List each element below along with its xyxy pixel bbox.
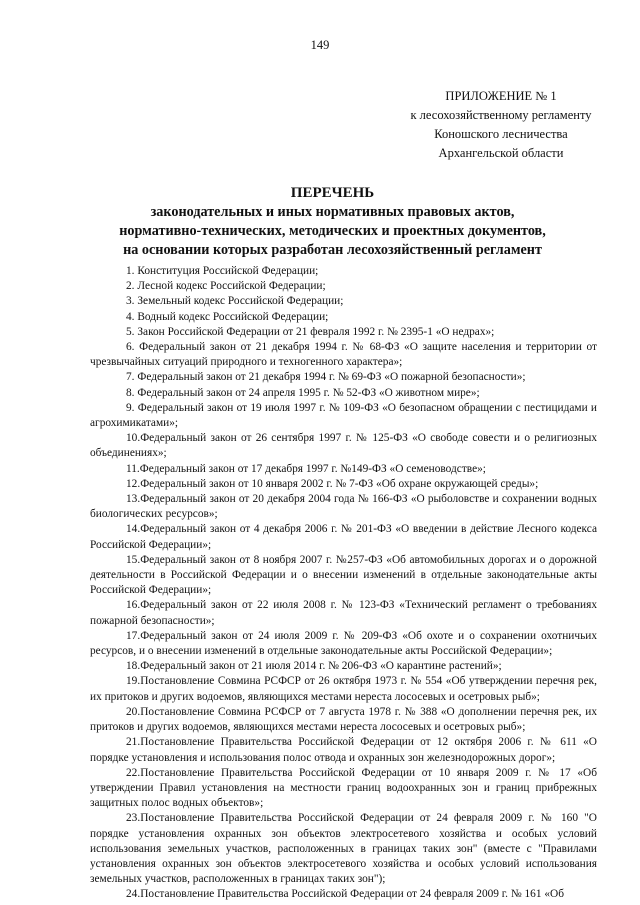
appendix-line-2: к лесохозяйственному регламенту bbox=[410, 108, 592, 122]
list-item bbox=[90, 294, 597, 309]
list-item-text: Федеральный закон от 10 января 2002 г. № 7-ФЗ «Об охране окружающей среды»; bbox=[140, 477, 539, 490]
list-item-number: 21. bbox=[126, 736, 141, 749]
list-item-text: Федеральный закон от 26 сентября 1997 г. № 125-ФЗ «О свободе совести и о религиозных объединениях»; bbox=[90, 432, 597, 460]
list-item bbox=[90, 477, 597, 492]
list-item-number: 17. bbox=[126, 629, 141, 642]
list-item-number: 10. bbox=[126, 432, 141, 445]
list-item-text: Федеральный закон от 4 декабря 2006 г. № 201-ФЗ «О введении в действие Лесного кодекса Российской Федерации»; bbox=[90, 523, 597, 551]
list-item-number: 2. bbox=[126, 280, 135, 293]
list-item bbox=[90, 386, 597, 401]
appendix-line-4: Архангельской области bbox=[438, 146, 564, 160]
list-item-number: 1. bbox=[126, 265, 135, 277]
list-item-text: Земельный кодекс Российской Федерации; bbox=[137, 295, 344, 308]
list-item-text: Федеральный закон от 19 июля 1997 г. № 109-ФЗ «О безопасном обращении с пестицидами и агрохимикатами»; bbox=[90, 401, 597, 430]
list-item-text: Лесной кодекс Российской Федерации; bbox=[137, 280, 326, 293]
list-item-text: Федеральный закон от 21 июля 2014 г. № 206-ФЗ «О карантине растений»; bbox=[140, 660, 502, 673]
list-item-number: 19. bbox=[126, 675, 141, 688]
page-number: 149 bbox=[310, 38, 330, 52]
list-item bbox=[90, 735, 597, 765]
appendix-line-3: Коношского лесничества bbox=[434, 127, 568, 141]
title-line-2: нормативно-технических, методических и проектных документов, bbox=[119, 223, 546, 239]
list-item-number: 11. bbox=[126, 462, 140, 475]
list-item-number: 23. bbox=[126, 812, 141, 825]
list-item-text: Федеральный закон от 22 июля 2008 г. № 123-ФЗ «Технический регламент о требованиях пожарной безопасности»; bbox=[90, 599, 597, 627]
list-item bbox=[90, 462, 597, 477]
list-item-text: Федеральный закон от 24 июля 2009 г. № 209-ФЗ «Об охоте и о сохранении охотничьих ресурсов, и о внесении изменений в отдельные законодательные акты Российской Федерации»; bbox=[90, 629, 597, 658]
list-item-text: Постановление Совмина РСФСР от 7 августа 1978 г. № 388 «О дополнении перечня рек, их притоков и других водоемов, являющихся местами нереста лососевых и осетровых рыб»; bbox=[90, 705, 597, 734]
list-item-text: Постановление Правительства Российской Федерации от 12 октября 2006 г. № 611 «О порядке установления и использования полос отвода и охранных зон железнодорожных дорог»; bbox=[90, 736, 597, 764]
list-item-text: Конституция Российской Федерации; bbox=[137, 265, 319, 277]
list-item-number: 7. bbox=[126, 371, 135, 384]
list-item-number: 9. bbox=[126, 401, 135, 414]
list-item bbox=[90, 310, 597, 325]
list-item bbox=[90, 553, 597, 599]
list-item bbox=[90, 887, 597, 902]
list-item bbox=[90, 811, 597, 887]
appendix-line-1: ПРИЛОЖЕНИЕ № 1 bbox=[445, 89, 557, 103]
list-item-number: 8. bbox=[126, 386, 135, 399]
list-item-text: Закон Российской Федерации от 21 февраля 1992 г. № 2395-1 «О недрах»; bbox=[137, 325, 495, 338]
title-line-3: на основании которых разработан лесохозяйственный регламент bbox=[123, 242, 542, 258]
list-item-number: 12. bbox=[126, 477, 141, 490]
list-item bbox=[90, 370, 597, 385]
list-item bbox=[90, 264, 597, 279]
document-list bbox=[90, 264, 597, 903]
list-item bbox=[90, 325, 597, 340]
list-item bbox=[90, 431, 597, 461]
list-item-number: 14. bbox=[126, 523, 141, 536]
list-item-text: Федеральный закон от 21 декабря 1994 г. № 69-ФЗ «О пожарной безопасности»; bbox=[137, 371, 526, 384]
list-item-text: Федеральный закон от 21 декабря 1994 г. № 68-ФЗ «О защите населения и территории от чрезвычайных ситуаций природного и техногенного характера»; bbox=[90, 341, 597, 369]
list-item-text: Федеральный закон от 17 декабря 1997 г. №149-ФЗ «О семеноводстве»; bbox=[139, 462, 486, 475]
list-item bbox=[90, 598, 597, 628]
list-item-number: 5. bbox=[126, 325, 135, 338]
list-item-text: Федеральный закон от 20 декабря 2004 года № 166-ФЗ «О рыболовстве и сохранении водных биологических ресурсов»; bbox=[90, 493, 597, 521]
list-item bbox=[90, 401, 597, 431]
list-item-number: 6. bbox=[126, 341, 135, 354]
list-item bbox=[90, 340, 597, 370]
list-item-number: 20. bbox=[126, 705, 141, 718]
list-item bbox=[90, 279, 597, 294]
list-item-number: 22. bbox=[126, 766, 141, 779]
list-item-text: Постановление Правительства Российской Федерации от 24 февраля 2009 г. № 161 «Об bbox=[140, 888, 564, 901]
list-item-number: 15. bbox=[126, 553, 141, 566]
list-item bbox=[90, 522, 597, 552]
title-main: ПЕРЕЧЕНЬ bbox=[290, 185, 375, 201]
list-item bbox=[90, 705, 597, 735]
document-title bbox=[60, 184, 605, 260]
list-item-text: Федеральный закон от 24 апреля 1995 г. № 52-ФЗ «О животном мире»; bbox=[137, 386, 480, 399]
list-item-text: Водный кодекс Российской Федерации; bbox=[137, 310, 329, 323]
list-item-number: 18. bbox=[126, 660, 141, 673]
list-item-text: Постановление Совмина РСФСР от 26 октября 1973 г. № 554 «Об утверждении перечня рек, их притоков и других водоемов, являющихся местами нереста лососевых и осетровых рыб»; bbox=[90, 675, 597, 703]
title-line-1: законодательных и иных нормативных правовых актов, bbox=[150, 204, 515, 220]
list-item-text: Постановление Правительства Российской Федерации от 24 февраля 2009 г. № 160 "О порядке установления охранных зон объектов электросетевого хозяйства и особых условий использования земельных участков, расположенных в границах таких зон" (вместе с "Правилами установления охранных зон объектов электросетевого хозяйства и особых условий использования земельных участков, расположенных в границах таких зон"); bbox=[90, 812, 597, 886]
list-item bbox=[90, 659, 597, 674]
list-item-number: 4. bbox=[126, 310, 135, 323]
list-item bbox=[90, 629, 597, 659]
appendix-header bbox=[396, 87, 606, 163]
list-item-number: 13. bbox=[126, 493, 141, 506]
list-item-number: 3. bbox=[126, 295, 135, 308]
list-item-number: 24. bbox=[126, 888, 141, 901]
list-item-text: Федеральный закон от 8 ноября 2007 г. №257-ФЗ «Об автомобильных дорогах и о дорожной деятельности в Российской Федерации и о внесении изменений в отдельные законодательные акты Российской Федерации»; bbox=[90, 553, 597, 597]
list-item bbox=[90, 492, 597, 522]
list-item bbox=[90, 766, 597, 812]
list-item bbox=[90, 674, 597, 704]
list-item-text: Постановление Правительства Российской Федерации от 10 января 2009 г. № 17 «Об утверждении Правил установления на местности границ водоохранных зон и границ прибрежных защитных полос водных объектов»; bbox=[90, 766, 597, 810]
list-item-number: 16. bbox=[126, 599, 141, 612]
